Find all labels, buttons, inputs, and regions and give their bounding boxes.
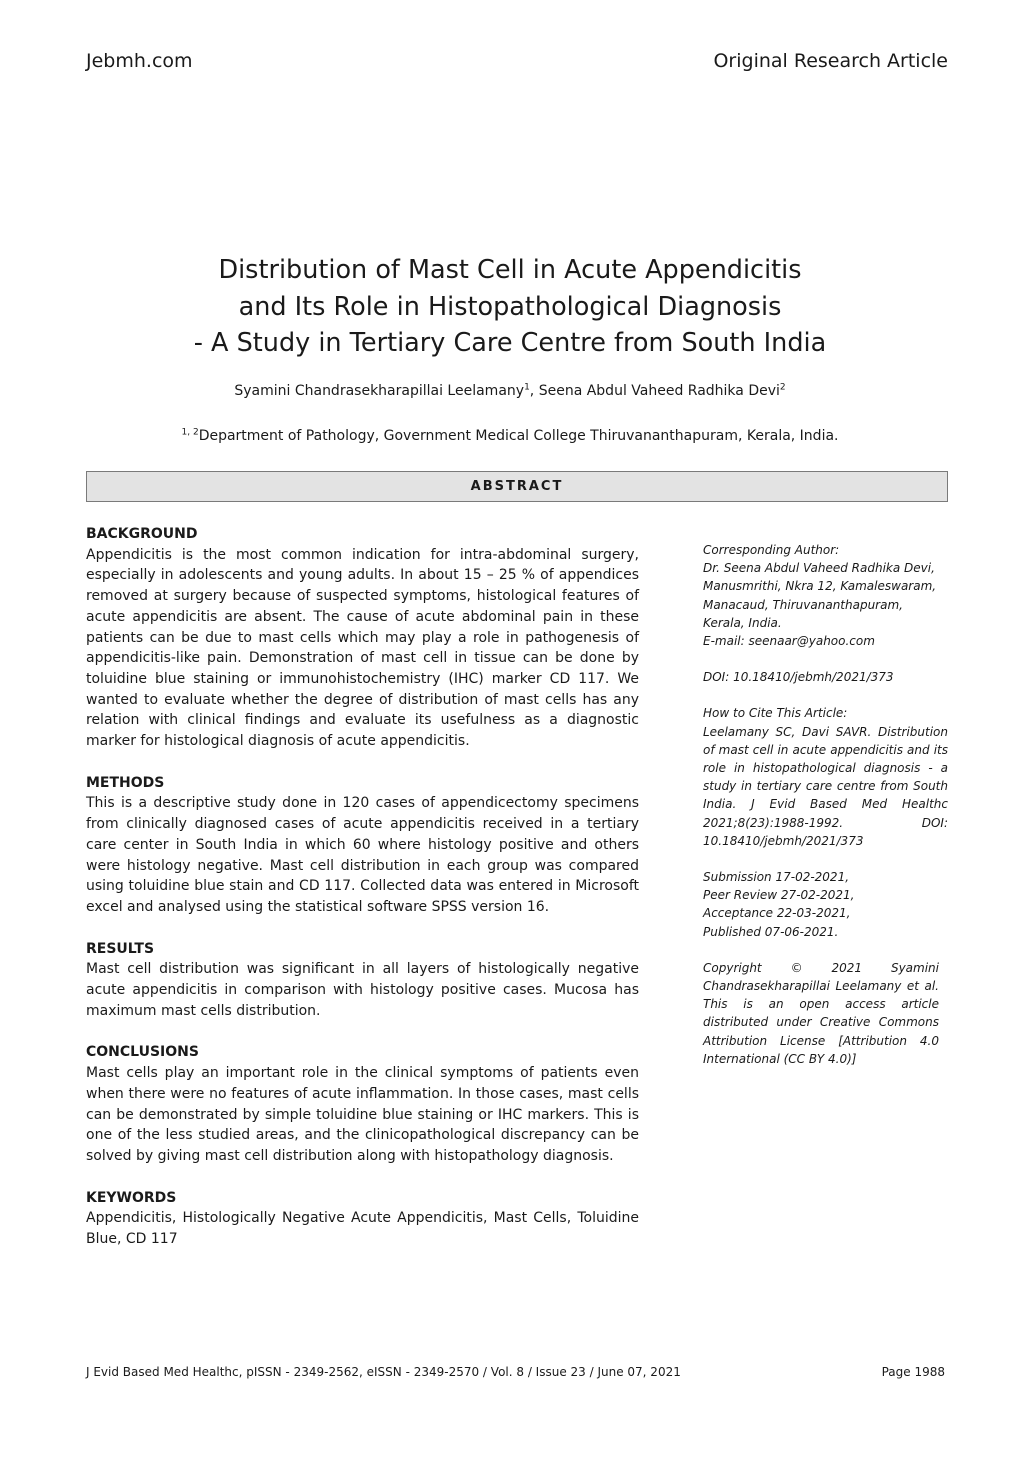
- affiliation: [0, 428, 1020, 444]
- sidebar-line: Manusmrithi, Nkra 12, Kamaleswaram,: [703, 579, 937, 594]
- author-affiliation-mark: 2: [779, 382, 786, 393]
- section-heading: METHODS: [86, 774, 165, 791]
- section-heading: KEYWORDS: [86, 1189, 177, 1206]
- author-separator: ,: [529, 383, 539, 399]
- sidebar-line: Kerala, India.: [703, 615, 782, 630]
- footer-citation: J Evid Based Med Healthc, pISSN - 2349-2562, eISSN - 2349-2570 / Vol. 8 / Issue 23 / June 07, 2021: [86, 1365, 681, 1379]
- date-line: Acceptance 22-03-2021,: [703, 906, 851, 921]
- corresponding-author-block: [703, 541, 948, 650]
- article-title: [0, 252, 1020, 362]
- sidebar-email: E-mail: seenaar@yahoo.com: [703, 634, 875, 649]
- sidebar-line: Dr. Seena Abdul Vaheed Radhika Devi,: [703, 561, 935, 576]
- date-line: Published 07-06-2021.: [703, 924, 839, 939]
- abstract-label: ABSTRACT: [470, 479, 564, 494]
- title-line: Distribution of Mast Cell in Acute Appendicitis: [218, 255, 802, 285]
- page-number: Page 1988: [881, 1365, 945, 1379]
- journal-site-name: Jebmh.com: [86, 50, 193, 72]
- article-info-sidebar: [703, 541, 948, 1086]
- doi-line: DOI: 10.18410/jebmh/2021/373: [703, 670, 894, 685]
- citation-label: How to Cite This Article:: [703, 706, 848, 721]
- title-line: - A Study in Tertiary Care Centre from South India: [193, 328, 827, 358]
- citation-block: [703, 704, 948, 850]
- section-results: [86, 939, 639, 1022]
- dates-block: [703, 868, 948, 941]
- abstract-heading-bar: [86, 471, 948, 502]
- section-methods: [86, 773, 639, 918]
- sidebar-line: Corresponding Author:: [703, 543, 840, 557]
- article-type-label: Original Research Article: [713, 50, 948, 72]
- copyright-notice: Copyright © 2021 Syamini Chandrasekharapillai Leelamany et al. This is an open access article distributed under Creative Commons Attribution License [Attribution 4.0 International (CC BY 4.0)]: [703, 960, 939, 1066]
- section-conclusions: [86, 1042, 639, 1166]
- abstract-body: [86, 524, 639, 1271]
- author-name: Syamini Chandrasekharapillai Leelamany: [234, 383, 525, 399]
- author-affiliation-mark: 1: [524, 382, 530, 393]
- section-background: [86, 524, 639, 752]
- author-list: [0, 383, 1020, 399]
- author-name: Seena Abdul Vaheed Radhika Devi: [538, 383, 780, 399]
- section-heading: CONCLUSIONS: [86, 1044, 199, 1061]
- citation-text: Leelamany SC, Davi SAVR. Distribution of mast cell in acute appendicitis and its role in histopathological diagnosis - a study in tertiary care centre from South India. J Evid Based Med Healthc 2021;8(23):1988-1992. DOI: 10.18410/jebmh/2021/373: [703, 724, 948, 848]
- section-text: Appendicitis, Histologically Negative Acute Appendicitis, Mast Cells, Toluidine Blue, CD 117: [86, 1210, 639, 1248]
- page-header: [86, 50, 948, 72]
- section-text: Appendicitis is the most common indication for intra-abdominal surgery, especially in adolescents and young adults. In about 15 – 25 % of appendices removed at surgery because of suspected symptoms, histological features of acute appendicitis are absent. The cause of acute abdominal pain in these patients can be due to mast cells which may play a role in pathogenesis of appendicitis-like pain. Demonstration of mast cell in tissue can be done by toluidine blue staining or immunohistochemistry (IHC) marker CD 117. We wanted to evaluate whether the degree of distribution of mast cells has any relation with clinical findings and evaluate its usefulness as a diagnostic marker for histological diagnosis of acute appendicitis.: [86, 546, 639, 750]
- section-text: Mast cell distribution was significant in all layers of histologically negative acute appendicitis in comparison with histology positive cases. Mucosa has maximum mast cells distribution.: [86, 961, 639, 1019]
- sidebar-line: Manacaud, Thiruvananthapuram,: [703, 597, 903, 612]
- affiliation-mark: 1, 2: [181, 427, 199, 438]
- date-line: Peer Review 27-02-2021,: [703, 888, 855, 903]
- section-keywords: [86, 1188, 639, 1250]
- date-line: Submission 17-02-2021,: [703, 870, 850, 885]
- section-heading: BACKGROUND: [86, 526, 198, 542]
- title-line: and Its Role in Histopathological Diagnosis: [238, 291, 782, 322]
- section-text: Mast cells play an important role in the clinical symptoms of patients even when there were no features of acute inflammation. In those cases, mast cells can be demonstrated by simple toluidine blue staining or IHC markers. This is one of the less studied areas, and the clinicopathological discrepancy can be solved by giving mast cell distribution along with histopathology diagnosis.: [86, 1065, 639, 1164]
- affiliation-text: Department of Pathology, Government Medical College Thiruvananthapuram, Kerala, India.: [198, 428, 839, 444]
- section-heading: RESULTS: [86, 940, 155, 957]
- section-text: This is a descriptive study done in 120 cases of appendicectomy specimens from clinically diagnosed cases of acute appendicitis received in a tertiary care center in South India in which 60 where histology positive and others were histology negative. Mast cell distribution in each group was compared using toluidine blue stain and CD 117. Collected data was entered in Microsoft excel and analysed using the statistical software SPSS version 16.: [86, 795, 639, 915]
